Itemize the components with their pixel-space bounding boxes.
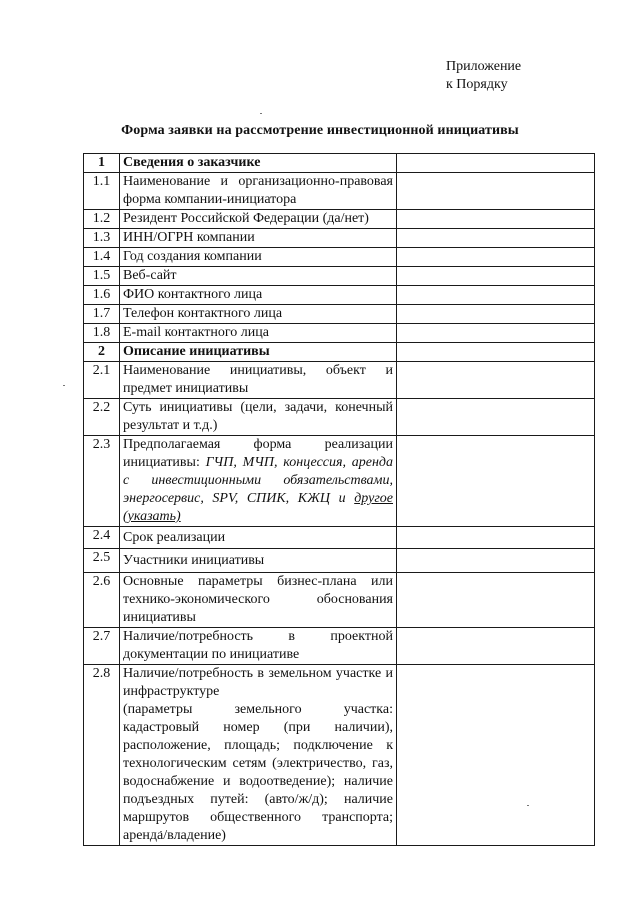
value-cell[interactable] xyxy=(397,436,595,527)
table-row xyxy=(84,665,595,846)
row-number: 2 xyxy=(84,343,120,362)
table-row xyxy=(84,173,595,210)
table-row xyxy=(84,229,595,248)
row-description xyxy=(120,665,397,846)
scan-speck xyxy=(63,385,65,386)
row-description: Наличие/потребность в проектной документации по инициативе xyxy=(120,628,397,665)
row-description: Основные параметры бизнес-плана или технико-экономического обоснования инициативы xyxy=(120,573,397,628)
table-row xyxy=(84,527,595,549)
row-number: 1.8 xyxy=(84,324,120,343)
row-description: Веб-сайт xyxy=(120,267,397,286)
application-form-table xyxy=(83,153,595,846)
row-description: Наименование инициативы, объект и предмет инициативы xyxy=(120,362,397,399)
table-row xyxy=(84,362,595,399)
row-description: Телефон контактного лица xyxy=(120,305,397,324)
table-row xyxy=(84,573,595,628)
value-cell[interactable] xyxy=(397,267,595,286)
table-row xyxy=(84,549,595,573)
row-number: 1.3 xyxy=(84,229,120,248)
table-row xyxy=(84,248,595,267)
value-cell[interactable] xyxy=(397,286,595,305)
form-intro-text: Предполагаемая форма реализации инициативы: xyxy=(123,437,393,470)
scan-speck xyxy=(260,113,262,114)
value-cell[interactable] xyxy=(397,210,595,229)
row-number: 2.7 xyxy=(84,628,120,665)
row-description: Сведения о заказчике xyxy=(120,154,397,173)
value-cell[interactable] xyxy=(397,399,595,436)
row-description: E-mail контактного лица xyxy=(120,324,397,343)
table-row xyxy=(84,399,595,436)
row-number: 2.8 xyxy=(84,665,120,846)
row-number: 2.5 xyxy=(84,549,120,573)
row-number: 1 xyxy=(84,154,120,173)
appendix-note xyxy=(446,58,521,94)
land-params-text: (параметры земельного участка: кадастровый номер (при наличии), расположение, площадь; подключение к технологическим сетям (электричество, газ, водоснабжение и водоотведение); наличие подъездных путей: (авто/ж/д); наличие маршрутов общественного транспорта; аренда/владение) xyxy=(123,702,393,843)
value-cell[interactable] xyxy=(397,173,595,210)
row-number: 1.6 xyxy=(84,286,120,305)
value-cell[interactable] xyxy=(397,527,595,549)
row-number: 2.6 xyxy=(84,573,120,628)
value-cell[interactable] xyxy=(397,248,595,267)
row-description: Участники инициативы xyxy=(120,549,397,573)
value-cell[interactable] xyxy=(397,324,595,343)
table-row xyxy=(84,628,595,665)
table-row xyxy=(84,324,595,343)
value-cell[interactable] xyxy=(397,362,595,399)
table-row xyxy=(84,267,595,286)
value-cell[interactable] xyxy=(397,343,595,362)
row-number: 2.2 xyxy=(84,399,120,436)
table-row xyxy=(84,286,595,305)
value-cell[interactable] xyxy=(397,229,595,248)
row-description: ИНН/ОГРН компании xyxy=(120,229,397,248)
value-cell[interactable] xyxy=(397,549,595,573)
table-row xyxy=(84,210,595,229)
row-number: 2.4 xyxy=(84,527,120,549)
row-number: 1.7 xyxy=(84,305,120,324)
table-row xyxy=(84,436,595,527)
row-description: Год создания компании xyxy=(120,248,397,267)
value-cell[interactable] xyxy=(397,628,595,665)
row-description: Наименование и организационно-правовая форма компании-инициатора xyxy=(120,173,397,210)
row-number: 1.4 xyxy=(84,248,120,267)
row-description xyxy=(120,436,397,527)
row-number: 1.2 xyxy=(84,210,120,229)
row-number: 1.5 xyxy=(84,267,120,286)
row-description: Срок реализации xyxy=(120,527,397,549)
form-options-text: ГЧП, МЧП, концессия, аренда с инвестиционными обязательствами, энергосервис, SPV, СПИК, КЖЦ и xyxy=(123,455,393,506)
form-other-text: другое (указать) xyxy=(123,491,394,524)
value-cell[interactable] xyxy=(397,305,595,324)
table-row xyxy=(84,305,595,324)
table-row xyxy=(84,154,595,173)
appendix-line-1: Приложение xyxy=(446,59,522,74)
row-number: 2.3 xyxy=(84,436,120,527)
value-cell[interactable] xyxy=(397,154,595,173)
row-number: 1.1 xyxy=(84,173,120,210)
row-number: 2.1 xyxy=(84,362,120,399)
value-cell[interactable] xyxy=(397,665,595,846)
row-description: Суть инициативы (цели, задачи, конечный результат и т.д.) xyxy=(120,399,397,436)
row-description: Резидент Российской Федерации (да/нет) xyxy=(120,210,397,229)
land-need-text: Наличие/потребность в земельном участке и инфраструктуре xyxy=(123,666,393,699)
row-description: Описание инициативы xyxy=(120,343,397,362)
value-cell[interactable] xyxy=(397,573,595,628)
form-title: Форма заявки на рассмотрение инвестиционной инициативы xyxy=(121,123,519,138)
table-row xyxy=(84,343,595,362)
appendix-line-2: к Порядку xyxy=(446,77,508,92)
row-description: ФИО контактного лица xyxy=(120,286,397,305)
